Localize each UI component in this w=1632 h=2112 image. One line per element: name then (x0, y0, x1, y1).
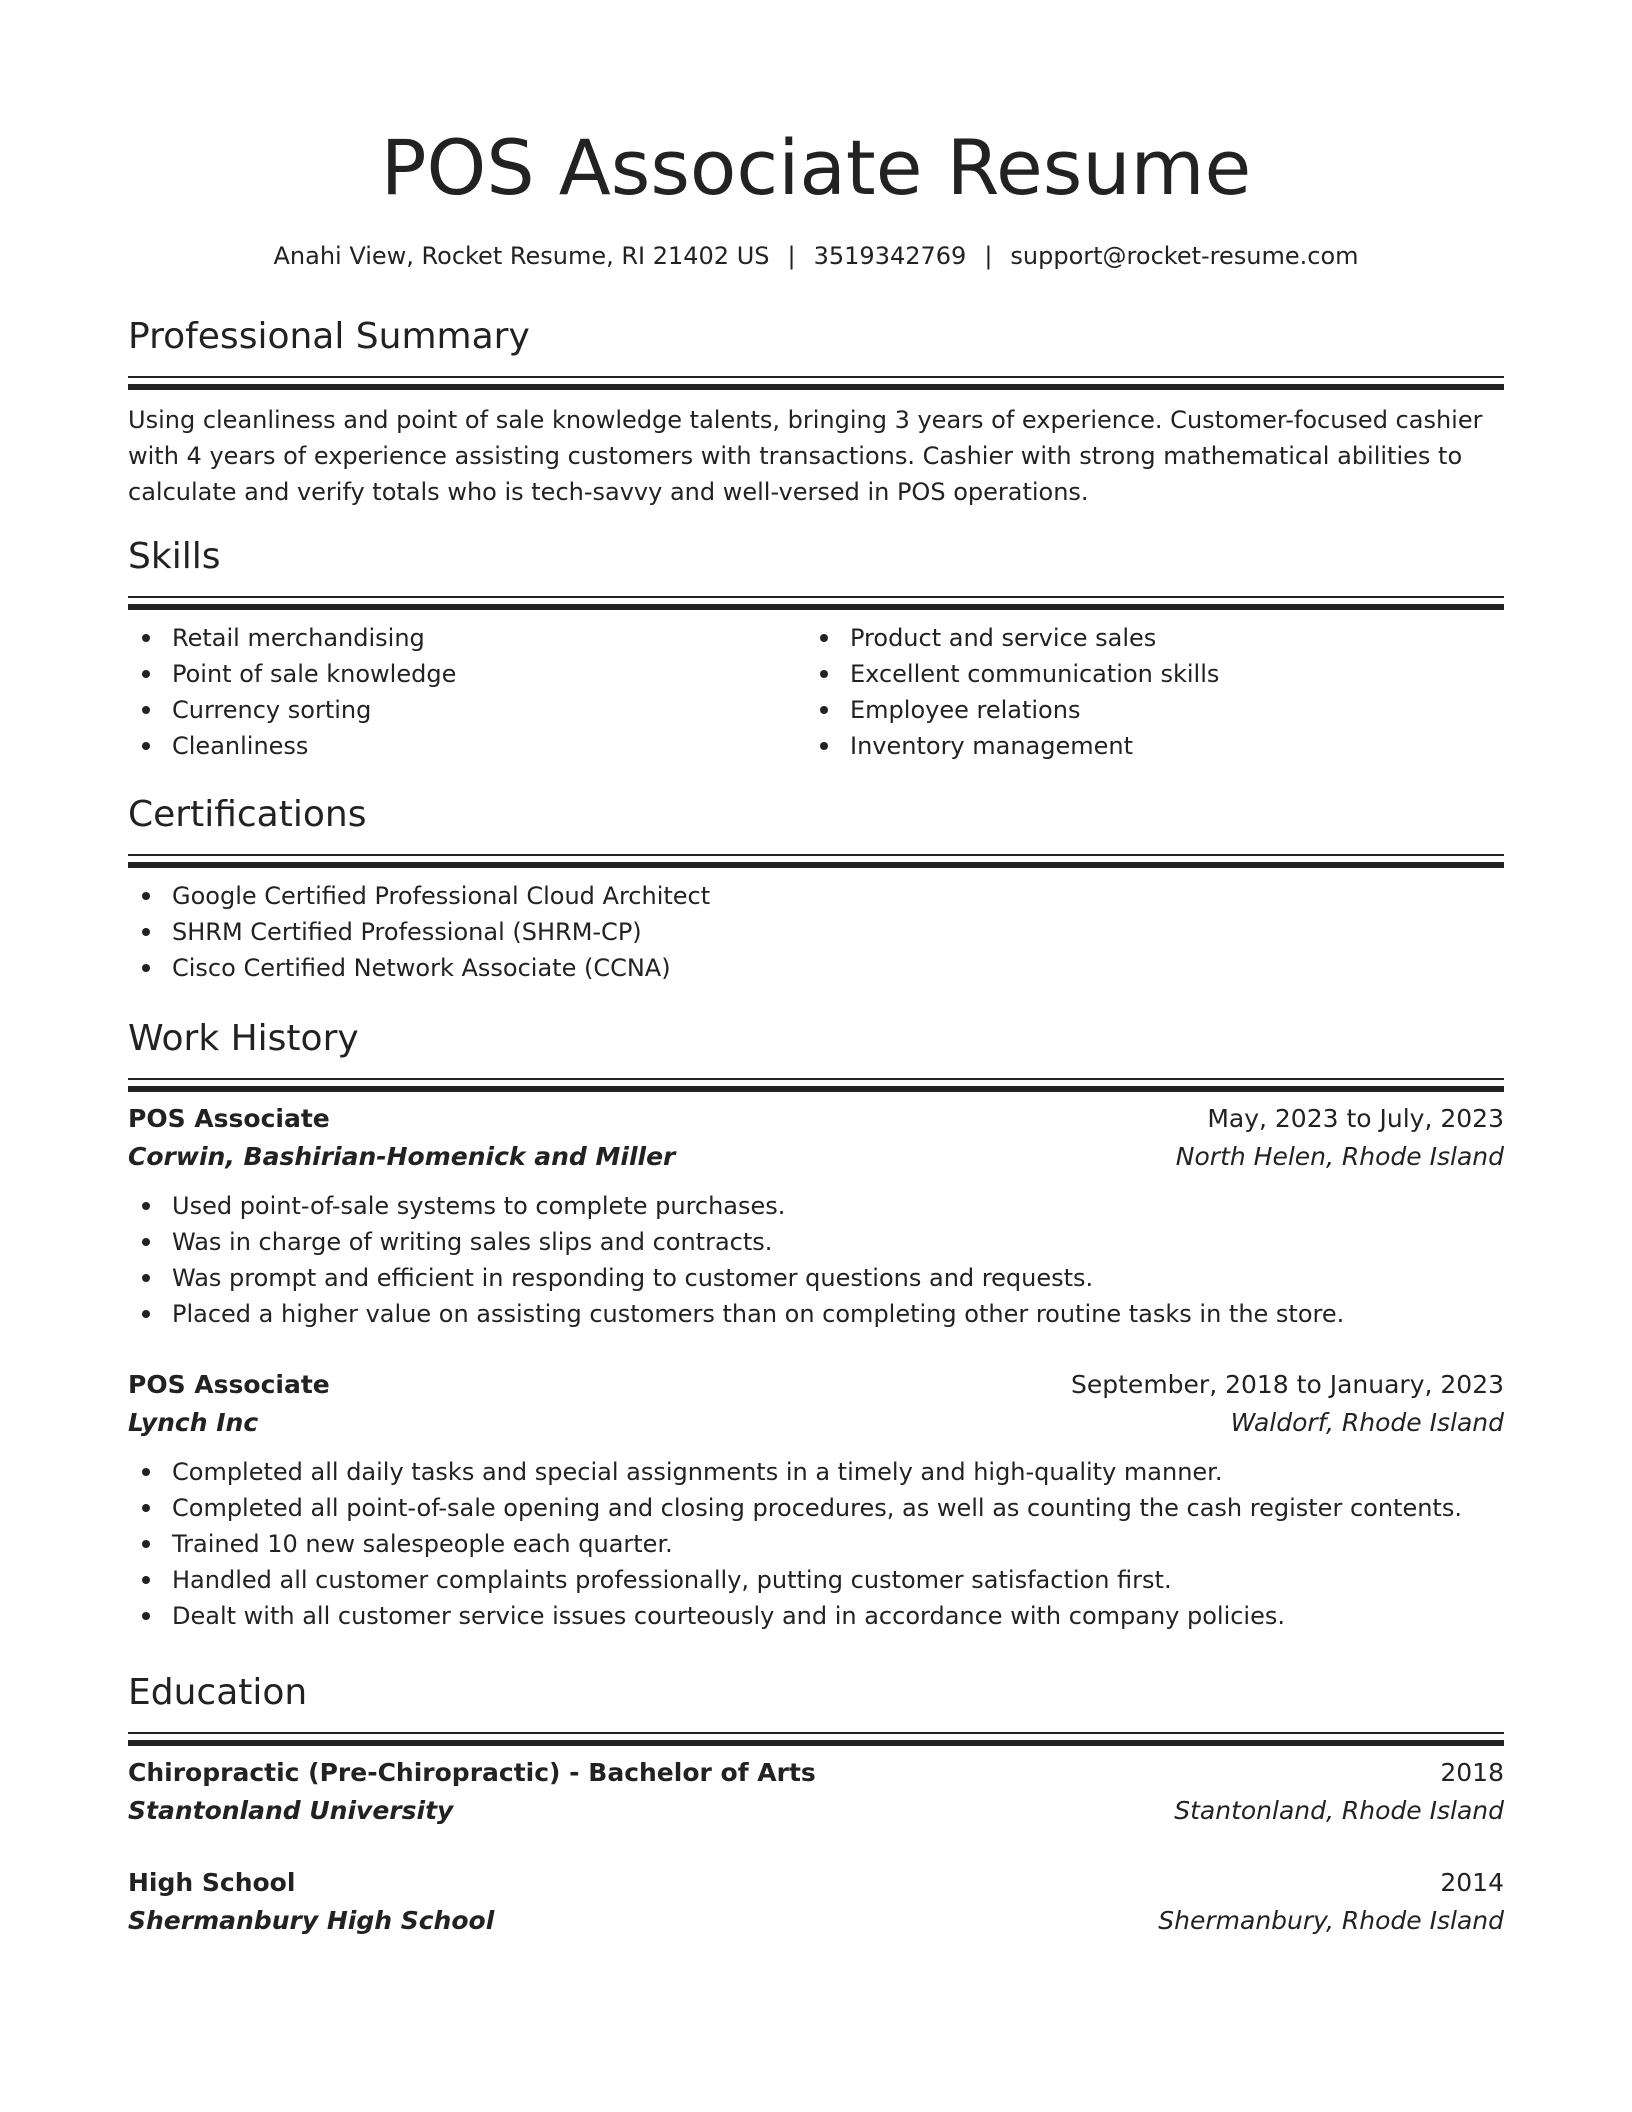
bullet-icon (142, 1504, 150, 1512)
contact-address: Anahi View, Rocket Resume, RI 21402 US (273, 242, 770, 270)
job-company: Corwin, Bashirian-Homenick and Miller (128, 1142, 676, 1171)
job-location: Waldorf, Rhode Island (1230, 1408, 1504, 1437)
education-entry (128, 1864, 1504, 1940)
skill-text: Excellent communication skills (850, 660, 1220, 688)
bullet-icon (820, 634, 828, 642)
certification-text: Google Certified Professional Cloud Architect (172, 882, 711, 910)
job-company-row (128, 1404, 1504, 1442)
education-year: 2018 (1440, 1758, 1504, 1787)
bullet-icon (820, 670, 828, 678)
education-year: 2014 (1440, 1868, 1504, 1897)
list-item (128, 878, 1504, 914)
duty-text: Placed a higher value on assisting customers than on completing other routine tasks in the store. (172, 1300, 1345, 1328)
list-item (128, 1490, 1504, 1526)
section-heading: Professional Summary (128, 316, 530, 357)
skill-text: Retail merchandising (172, 624, 425, 652)
bullet-icon (142, 1202, 150, 1210)
section-heading: Certifications (128, 794, 367, 835)
list-item (128, 656, 806, 692)
duty-text: Completed all point-of-sale opening and closing procedures, as well as counting the cash register contents. (172, 1494, 1462, 1522)
job-header-row (128, 1100, 1504, 1138)
job-duties-list (128, 1188, 1504, 1332)
bullet-icon (142, 1468, 150, 1476)
job-dates: September, 2018 to January, 2023 (1071, 1370, 1504, 1399)
education-school: Stantonland University (128, 1796, 454, 1825)
list-item (128, 1454, 1504, 1490)
duty-text: Completed all daily tasks and special assignments in a timely and high-quality manner. (172, 1458, 1223, 1486)
education-degree: High School (128, 1868, 296, 1897)
job-company-row (128, 1138, 1504, 1176)
job-title: POS Associate (128, 1370, 330, 1399)
list-item (806, 692, 1484, 728)
skills-right-column (806, 620, 1484, 764)
contact-line (128, 238, 1504, 274)
bullet-icon (142, 892, 150, 900)
section-divider (128, 596, 1504, 598)
section-heading: Skills (128, 536, 221, 577)
list-item (128, 1260, 1504, 1296)
list-item (128, 1526, 1504, 1562)
certifications-list (128, 878, 1504, 986)
summary-text: Using cleanliness and point of sale knowledge talents, bringing 3 years of experience. Customer-focused cashier with 4 years of experience assisting customers with transactions. Cashier with strong mathematical abilities to calculate and verify totals who is tech-savvy and well-versed in POS operations. (128, 406, 1483, 506)
job-entry (128, 1100, 1504, 1332)
skill-text: Inventory management (850, 732, 1134, 760)
certification-text: Cisco Certified Network Associate (CCNA) (172, 954, 671, 982)
contact-separator: | (984, 242, 993, 270)
section-divider (128, 1078, 1504, 1080)
bullet-icon (142, 1310, 150, 1318)
bullet-icon (142, 964, 150, 972)
list-item (128, 950, 1504, 986)
list-item (128, 620, 806, 656)
bullet-icon (142, 742, 150, 750)
bullet-icon (820, 706, 828, 714)
bullet-icon (820, 742, 828, 750)
job-duties-list (128, 1454, 1504, 1634)
education-section (128, 1668, 1504, 1940)
bullet-icon (142, 1238, 150, 1246)
summary-section (128, 312, 1504, 510)
education-location: Stantonland, Rhode Island (1174, 1796, 1504, 1825)
skills-list (128, 620, 806, 764)
bullet-icon (142, 1576, 150, 1584)
section-heading: Education (128, 1672, 308, 1713)
duty-text: Handled all customer complaints professionally, putting customer satisfaction first. (172, 1566, 1172, 1594)
list-item (128, 1188, 1504, 1224)
contact-phone: 3519342769 (813, 242, 967, 270)
duty-text: Trained 10 new salespeople each quarter. (172, 1530, 673, 1558)
section-heading: Work History (128, 1018, 359, 1059)
job-company: Lynch Inc (128, 1408, 259, 1437)
work-history-section (128, 1014, 1504, 1634)
certification-text: SHRM Certified Professional (SHRM-CP) (172, 918, 642, 946)
bullet-icon (142, 634, 150, 642)
resume-title: POS Associate Resume (380, 123, 1252, 212)
duty-text: Used point-of-sale systems to complete purchases. (172, 1192, 786, 1220)
section-divider (128, 1732, 1504, 1734)
education-header-row (128, 1864, 1504, 1902)
contact-email: support@rocket-resume.com (1010, 242, 1359, 270)
bullet-icon (142, 1612, 150, 1620)
job-dates: May, 2023 to July, 2023 (1207, 1104, 1504, 1133)
skills-left-column (128, 620, 806, 764)
list-item (128, 692, 806, 728)
duty-text: Was in charge of writing sales slips and contracts. (172, 1228, 773, 1256)
education-header-row (128, 1754, 1504, 1792)
skill-text: Employee relations (850, 696, 1081, 724)
list-item (128, 1224, 1504, 1260)
education-location: Shermanbury, Rhode Island (1158, 1906, 1504, 1935)
section-divider (128, 376, 1504, 378)
duty-text: Dealt with all customer service issues courteously and in accordance with company policies. (172, 1602, 1285, 1630)
skills-section (128, 532, 1504, 764)
job-location: North Helen, Rhode Island (1175, 1142, 1504, 1171)
job-header-row (128, 1366, 1504, 1404)
list-item (806, 656, 1484, 692)
contact-separator: | (787, 242, 796, 270)
skill-text: Product and service sales (850, 624, 1157, 652)
bullet-icon (142, 706, 150, 714)
bullet-icon (142, 1274, 150, 1282)
skill-text: Cleanliness (172, 732, 309, 760)
duty-text: Was prompt and efficient in responding to customer questions and requests. (172, 1264, 1094, 1292)
skill-text: Point of sale knowledge (172, 660, 457, 688)
list-item (128, 728, 806, 764)
bullet-icon (142, 1540, 150, 1548)
bullet-icon (142, 928, 150, 936)
certifications-section (128, 790, 1504, 986)
list-item (806, 620, 1484, 656)
list-item (128, 1598, 1504, 1634)
job-title: POS Associate (128, 1104, 330, 1133)
job-entry (128, 1366, 1504, 1634)
skill-text: Currency sorting (172, 696, 372, 724)
list-item (806, 728, 1484, 764)
list-item (128, 1296, 1504, 1332)
education-entry (128, 1754, 1504, 1830)
education-degree: Chiropractic (Pre-Chiropractic) - Bachelor of Arts (128, 1758, 816, 1787)
section-divider (128, 854, 1504, 856)
education-school-row (128, 1902, 1504, 1940)
bullet-icon (142, 670, 150, 678)
list-item (128, 1562, 1504, 1598)
skills-list (806, 620, 1484, 764)
skills-columns (128, 620, 1504, 764)
education-school-row (128, 1792, 1504, 1830)
education-school: Shermanbury High School (128, 1906, 495, 1935)
list-item (128, 914, 1504, 950)
